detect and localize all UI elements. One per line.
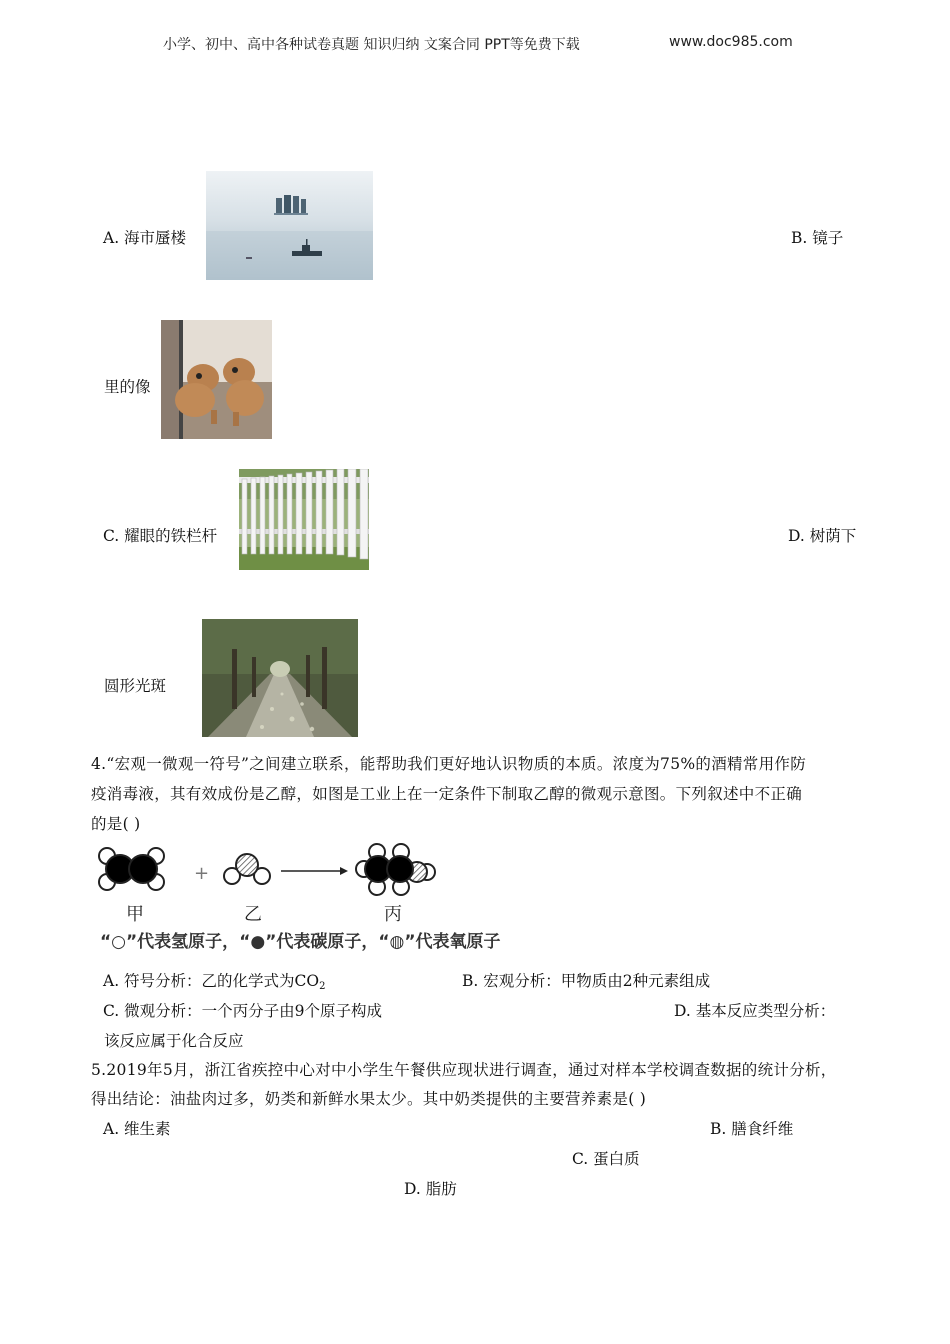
label-yi: 乙	[244, 904, 262, 925]
molecule-bing	[356, 844, 435, 895]
q4-option-c: C. 微观分析：一个丙分子由9个原子构成	[103, 1002, 383, 1020]
molecule-jia	[99, 848, 164, 890]
q3-option-a-label: A. 海市蜃楼	[103, 229, 187, 247]
q5-stem-line-1: 5.2019年5月，浙江省疾控中心对中小学生午餐供应现状进行调查，通过对样本学校调查数据的统计分析，	[91, 1061, 837, 1079]
tree-shade-photo	[202, 619, 358, 737]
q5-stem-line-2: 得出结论：油盐肉过多，奶类和新鲜水果太少。其中奶类提供的主要营养素是( )	[91, 1090, 647, 1108]
q4-option-a: A. 符号分析：乙的化学式为CO2	[103, 972, 326, 992]
legend-carbon: “●”代表碳原子，	[239, 932, 379, 952]
railing-photo	[239, 469, 369, 570]
q4-option-d: D. 基本反应类型分析：	[674, 1002, 836, 1020]
q3-option-b-label-cont: 里的像	[104, 378, 151, 396]
legend-hydrogen: “○”代表氢原子，	[100, 932, 240, 952]
plus-sign: +	[194, 863, 210, 884]
q5-option-d: D. 脂肪	[404, 1180, 457, 1198]
label-jia: 甲	[126, 904, 144, 925]
q5-option-a: A. 维生素	[103, 1120, 171, 1138]
header-text: 小学、初中、高中各种试卷真题 知识归纳 文案合同 PPT等免费下载	[163, 37, 580, 53]
label-bing: 丙	[384, 904, 402, 925]
q4-stem-line-2: 疫消毒液，其有效成份是乙醇，如图是工业上在一定条件下制取乙醇的微观示意图。下列叙述中不正确	[91, 785, 803, 803]
diagram-legend	[100, 927, 501, 952]
q3-option-c-label: C. 耀眼的铁栏杆	[103, 527, 218, 545]
q5-option-b: B. 膳食纤维	[710, 1120, 794, 1138]
molecule-yi	[224, 854, 270, 884]
q3-option-d-label: D. 树荫下	[788, 527, 857, 545]
q3-option-d-label-cont: 圆形光斑	[104, 677, 167, 695]
q4-option-b: B. 宏观分析：甲物质由2种元素组成	[462, 972, 711, 990]
q4-stem-line-3: 的是( )	[91, 815, 141, 833]
q3-option-b-label: B. 镜子	[791, 229, 844, 247]
q4-stem-line-1: 4.“宏观一微观一符号”之间建立联系，能帮助我们更好地认识物质的本质。浓度为75%的酒精常用作防	[91, 755, 806, 773]
mirror-dog-photo	[161, 320, 272, 439]
q5-option-c: C. 蛋白质	[572, 1150, 640, 1168]
legend-oxygen: “◍”代表氧原子	[378, 932, 501, 952]
q4-option-d-cont: 该反应属于化合反应	[104, 1032, 244, 1050]
header-site-link[interactable]: www.doc985.com	[669, 34, 793, 50]
mirage-photo	[206, 171, 373, 280]
